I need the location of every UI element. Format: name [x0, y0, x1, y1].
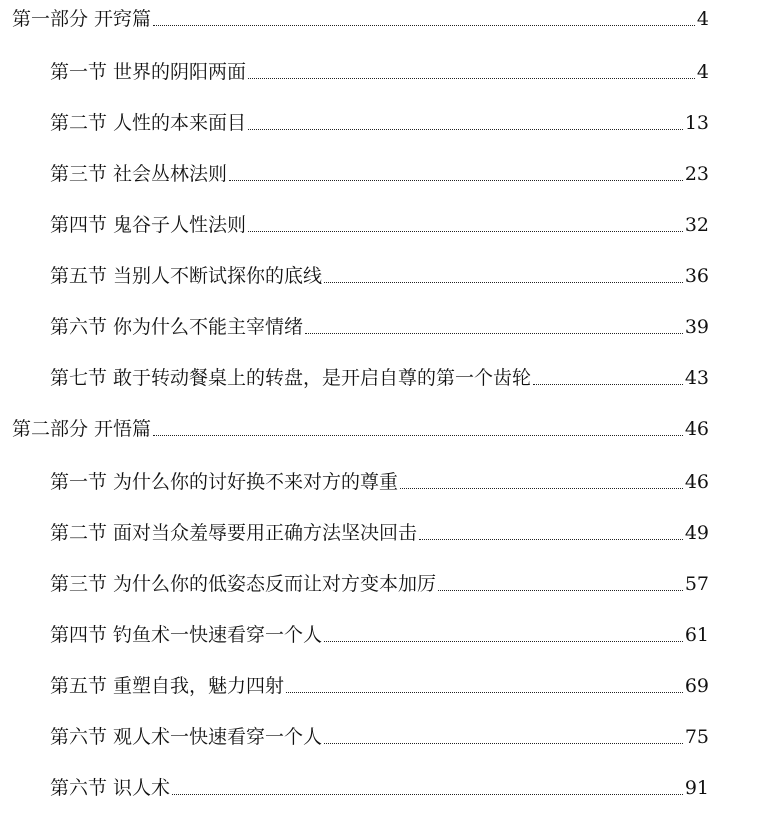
dot-leader	[248, 129, 683, 130]
toc-entry-title: 第二节 人性的本来面目	[50, 112, 247, 134]
dot-leader	[324, 282, 683, 283]
dot-leader	[229, 180, 683, 181]
toc-entry-title: 第一节 为什么你的讨好换不来对方的尊重	[50, 471, 399, 493]
toc-entry-title: 第四节 鬼谷子人性法则	[50, 214, 247, 236]
toc-entry-page: 57	[684, 573, 709, 595]
toc-entry-page: 32	[684, 214, 709, 236]
toc-entry-section[interactable]	[50, 104, 709, 134]
toc-entry-page: 36	[684, 265, 709, 287]
toc-entry-title: 第六节 识人术	[50, 777, 171, 799]
toc-entry-page: 39	[684, 316, 709, 338]
toc-entry-section[interactable]	[50, 463, 709, 493]
toc-entry-section[interactable]	[50, 53, 709, 83]
toc-entry-title: 第三节 社会丛林法则	[50, 163, 228, 185]
dot-leader	[305, 333, 683, 334]
dot-leader	[153, 435, 683, 436]
toc-entry-page: 75	[684, 726, 709, 748]
toc-entry-title: 第一节 世界的阴阳两面	[50, 61, 247, 83]
toc-entry-page: 46	[684, 418, 709, 440]
toc-entry-section[interactable]	[50, 718, 709, 748]
toc-entry-section[interactable]	[50, 769, 709, 799]
dot-leader	[419, 539, 683, 540]
dot-leader	[324, 641, 683, 642]
toc-entry-page: 46	[684, 471, 709, 493]
toc-entry-title: 第三节 为什么你的低姿态反而让对方变本加厉	[50, 573, 437, 595]
dot-leader	[533, 384, 683, 385]
toc-entry-section[interactable]	[50, 257, 709, 287]
toc-entry-title: 第七节 敢于转动餐桌上的转盘，是开启自尊的第一个齿轮	[50, 367, 532, 389]
dot-leader	[438, 590, 683, 591]
toc-entry-page: 23	[684, 163, 709, 185]
toc-entry-section[interactable]	[50, 359, 709, 389]
toc-entry-section[interactable]	[50, 616, 709, 646]
toc-entry-title: 第五节 重塑自我，魅力四射	[50, 675, 285, 697]
toc-entry-title: 第二节 面对当众羞辱要用正确方法坚决回击	[50, 522, 418, 544]
toc-entry-page: 4	[696, 8, 709, 30]
dot-leader	[153, 25, 695, 26]
toc-entry-page: 69	[684, 675, 709, 697]
toc-entry-page: 43	[684, 367, 709, 389]
toc-entry-title: 第六节 你为什么不能主宰情绪	[50, 316, 304, 338]
toc-entry-title: 第五节 当别人不断试探你的底线	[50, 265, 323, 287]
toc-entry-title: 第四节 钓鱼术一快速看穿一个人	[50, 624, 323, 646]
dot-leader	[286, 692, 683, 693]
toc-entry-section[interactable]	[50, 206, 709, 236]
toc-entry-title: 第六节 观人术一快速看穿一个人	[50, 726, 323, 748]
toc-entry-page: 4	[696, 61, 709, 83]
toc-entry-section[interactable]	[50, 514, 709, 544]
dot-leader	[400, 488, 683, 489]
toc-entry-part-1[interactable]	[12, 0, 709, 30]
dot-leader	[248, 231, 683, 232]
dot-leader	[324, 743, 683, 744]
toc-entry-title: 第一部分 开窍篇	[12, 8, 152, 30]
toc-entry-part-2[interactable]	[12, 410, 709, 440]
dot-leader	[248, 78, 695, 79]
toc-entry-section[interactable]	[50, 667, 709, 697]
toc-entry-page: 61	[684, 624, 709, 646]
toc-entry-page: 91	[684, 777, 709, 799]
toc-entry-section[interactable]	[50, 565, 709, 595]
toc-entry-page: 13	[684, 112, 709, 134]
toc-entry-section[interactable]	[50, 155, 709, 185]
toc-entry-page: 49	[684, 522, 709, 544]
toc-entry-title: 第二部分 开悟篇	[12, 418, 152, 440]
dot-leader	[172, 794, 683, 795]
toc-entry-section[interactable]	[50, 308, 709, 338]
